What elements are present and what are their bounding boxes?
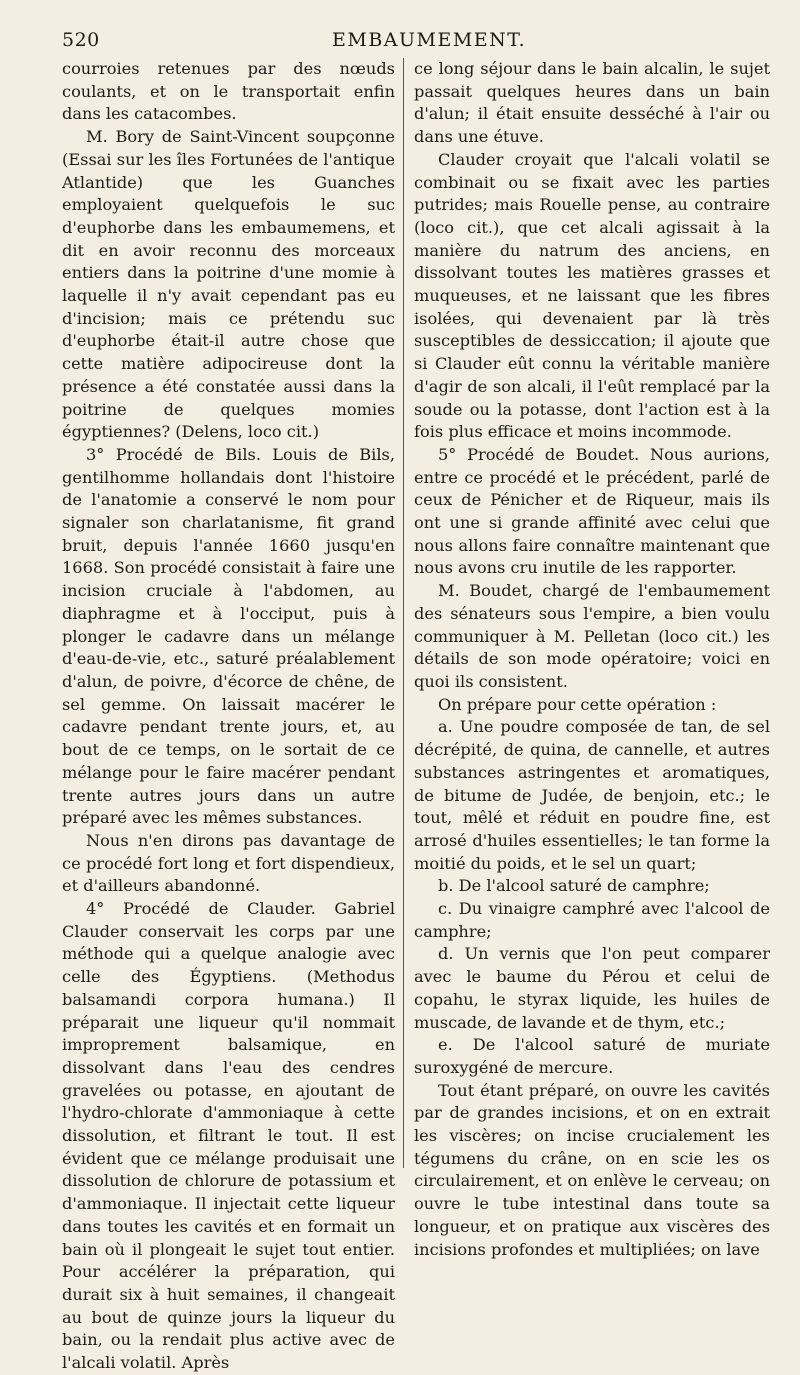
running-header [62,26,780,56]
paragraph: M. Boudet, chargé de l'embaumement des sénateurs sous l'empire, a bien voulu communiquer à M. Pelletan (loco cit.) les détails de son mode opératoire; voici en quoi ils consistent. [414,581,770,691]
paragraph: M. Bory de Saint-Vincent soupçonne (Essai sur les îles Fortunées de l'antique Atlantide) que les Guanches employaient quelquefois le suc d'euphorbe dans les embaumemens, et dit en avoir reconnu des morceaux entiers dans la poitrine d'une momie à laquelle il n'y avait cependant pas eu d'incision; mais ce prétendu suc d'euphorbe était-il autre chose que cette matière adipocireuse dont la présence a été constatée aussi dans la poitrine de quelques momies égyptiennes? (Delens, loco cit.) [62,127,395,442]
right-column [414,58,770,1261]
paragraph: Tout étant préparé, on ouvre les cavités par de grandes incisions, et on en extrait les viscères; on incise crucialement les tégumens du crâne, on en scie les os circulairement, et on enlève le cerveau; on ouvre le tube intestinal dans toute sa longueur, et on pratique aux viscères des incisions profondes et multipliées; on lave [414,1080,770,1259]
list-item-e: e. De l'alcool saturé de muriate suroxygéné de mercure. [414,1035,770,1077]
list-item-b: b. De l'alcool saturé de camphre; [438,876,710,896]
left-column [62,58,395,1375]
column-divider [403,58,404,1168]
list-item-c: c. Du vinaigre camphré avec l'alcool de camphre; [414,899,770,941]
running-title: EMBAUMEMENT. [332,29,527,51]
paragraph: 3° Procédé de Bils. Louis de Bils, gentilhomme hollandais dont l'histoire de l'anatomie a conservé le nom pour signaler son charlatanisme, fit grand bruit, depuis l'année 1660 jusqu'en 1668. Son procédé consistait à faire une incision cruciale à l'abdomen, au diaphragme et à l'occiput, puis à plonger le cadavre dans un mélange d'eau-de-vie, etc., saturé préalablement d'alun, de poivre, d'écorce de chêne, de sel gemme. On laissait macérer le cadavre pendant trente jours, et, au bout de ce temps, on le sortait de ce mélange pour le faire macérer pendant trente autres jours dans un autre préparé avec les mêmes substances. [62,444,395,828]
paragraph: Clauder croyait que l'alcali volatil se combinait ou se fixait avec les parties putrides; mais Rouelle pense, au contraire (loco cit.), que cet alcali agissait à la manière du natrum des anciens, en dissolvant toutes les matières grasses et muqueuses, et ne laissant que les fibres isolées, qui devenaient par là très susceptibles de dessiccation; il ajoute que si Clauder eût connu la véritable manière d'agir de son alcali, il l'eût remplacé par la soude ou la potasse, dont l'action est à la fois plus efficace et moins incommode. [414,149,770,442]
paragraph: ce long séjour dans le bain alcalin, le sujet passait quelques heures dans un bain d'alun; il était ensuite desséché à l'air ou dans une étuve. [414,59,770,147]
list-item-a: a. Une poudre composée de tan, de sel décrépité, de quina, de cannelle, et autres substances astringentes et aromatiques, de bitume de Judée, de benjoin, etc.; le tout, mêlé et réduit en poudre fine, est arrosé d'huiles essentielles; le tan forme la moitié du poids, et le sel un quart; [414,717,770,873]
paragraph: Nous n'en dirons pas davantage de ce procédé fort long et fort dispendieux, et d'ailleurs abandonné. [62,830,395,896]
paragraph: courroies retenues par des nœuds coulants, et on le transportait enfin dans les catacombes. [62,59,395,124]
page-number: 520 [62,29,100,51]
paragraph: 5° Procédé de Boudet. Nous aurions, entre ce procédé et le précédent, parlé de ceux de Pénicher et de Riqueur, mais ils ont une si grande affinité avec celui que nous allons faire connaître maintenant que nous avons cru inutile de les rapporter. [414,444,770,578]
paragraph: 4° Procédé de Clauder. Gabriel Clauder conservait les corps par une méthode qui a quelque analogie avec celle des Égyptiens. (Methodus balsamandi corpora humana.) Il préparait une liqueur qu'il nommait improprement balsamique, en dissolvant dans l'eau des cendres gravelées ou potasse, en ajoutant de l'hydro-chlorate d'ammoniaque à cette dissolution, et filtrant le tout. Il est évident que ce mélange produisait une dissolution de chlorure de potassium et d'ammoniaque. Il injectait cette liqueur dans toutes les cavités et en formait un bain où il plongeait le sujet tout entier. Pour accélérer la préparation, qui durait six à huit semaines, il changeait au bout de quinze jours la liqueur du bain, ou la rendait plus active avec de l'alcali volatil. Après [62,899,395,1373]
paragraph: On prépare pour cette opération : [438,694,717,714]
list-item-d: d. Un vernis que l'on peut comparer avec le baume du Pérou et celui de copahu, le styrax liquide, les huiles de muscade, de lavande et de thym, etc.; [414,944,770,1032]
